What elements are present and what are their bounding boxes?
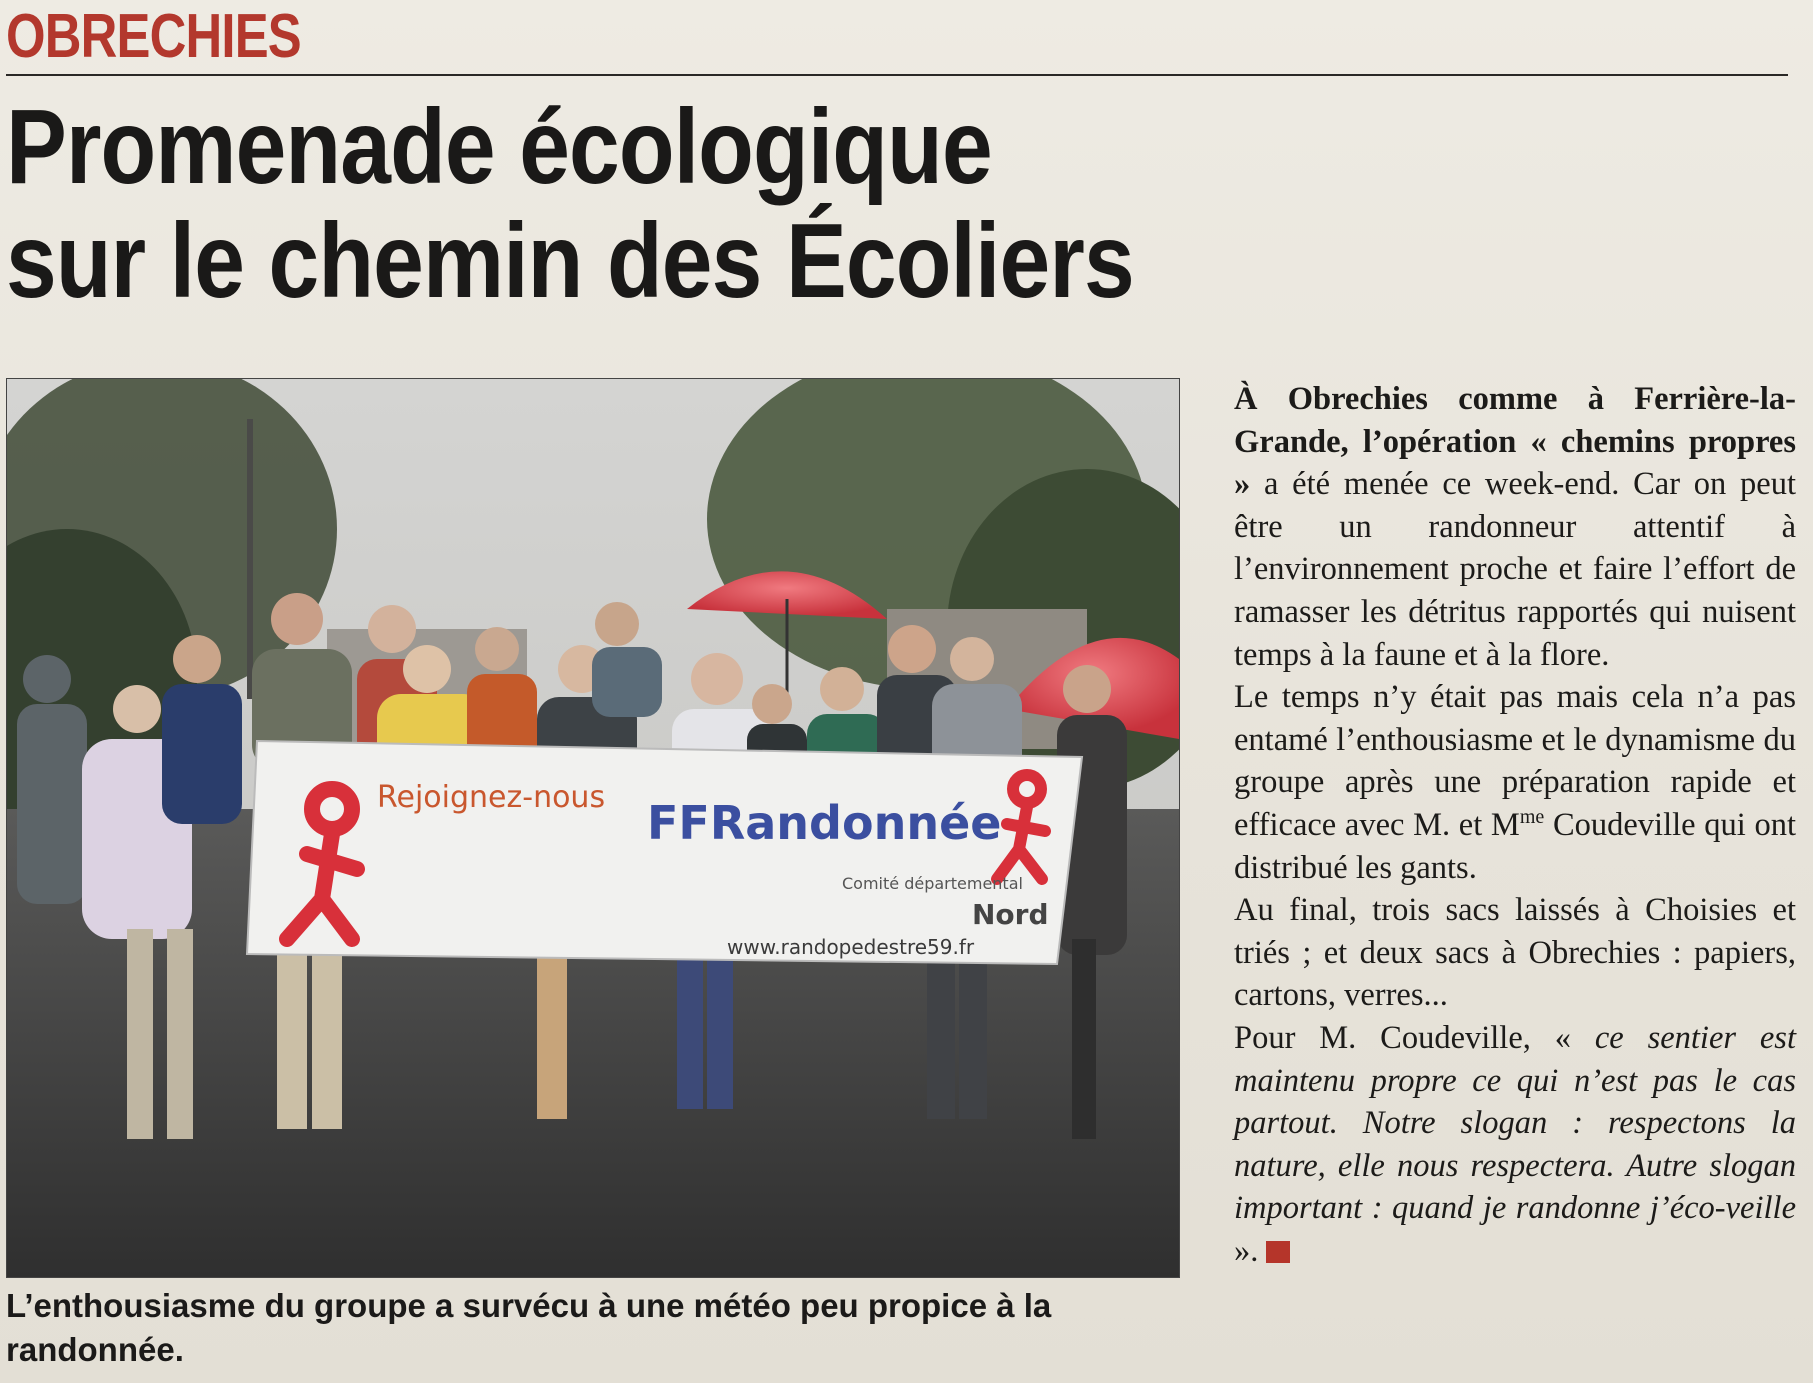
- article-paragraph-1: [1234, 378, 1796, 676]
- group-photo: [6, 378, 1180, 1278]
- article-p2-sup: me: [1519, 805, 1545, 828]
- end-of-article-mark: [1266, 1241, 1290, 1263]
- headline: [6, 90, 1306, 318]
- section-label: OBRECHIES: [6, 2, 301, 71]
- banner-committee: Comité départemental: [842, 874, 1023, 893]
- article-p2-after: Coudeville qui ont distribué les gants.: [1234, 806, 1796, 886]
- article-p4-end: ».: [1234, 1232, 1259, 1269]
- photo-illustration: [7, 379, 1179, 1277]
- article-paragraph-4: [1234, 1017, 1796, 1273]
- article-lead-rest: a été menée ce week-end. Car on peut être un randonneur attentif à l’environnement proche et faire l’effort de ramasser les détritus rapportés qui nuisent temps à la faune et à la flore.: [1234, 466, 1796, 673]
- article-body: [1234, 378, 1796, 1272]
- article-lead-bold: À Obrechies comme à Ferrière-la-Grande, l’opération « chemins propres »: [1234, 381, 1796, 503]
- headline-line-1: Promenade écologique: [6, 88, 992, 206]
- article-paragraph-3: Au final, trois sacs laissés à Choisies et triés ; et deux sacs à Obrechies : papiers, cartons, verres...: [1234, 892, 1796, 1014]
- photo-caption: L’enthousiasme du groupe a survécu à une météo peu propice à la randonnée.: [6, 1287, 1052, 1368]
- article-paragraph-2: [1234, 676, 1796, 889]
- banner-brand: FFRandonnée: [647, 796, 1002, 850]
- article-quote: ce sentier est maintenu propre ce qui n’est pas le cas partout. Notre slogan : respectons la nature, elle nous respectera. Autre slogan important : quand je randonne j’éco-veille: [1234, 1019, 1796, 1227]
- article-p4-start: Pour M. Coudeville, «: [1234, 1019, 1595, 1056]
- banner-left-text: Rejoignez-nous: [377, 780, 606, 815]
- section-rule: [6, 74, 1788, 76]
- article-p2-before: Le temps n’y était pas mais cela n’a pas entamé l’enthousiasme et le dynamisme du groupe après une préparation rapide et efficace avec M. et M: [1234, 679, 1796, 843]
- headline-line-2: sur le chemin des Écoliers: [6, 202, 1134, 320]
- banner-url: www.randopedestre59.fr: [727, 935, 975, 959]
- banner-region: Nord: [972, 898, 1049, 931]
